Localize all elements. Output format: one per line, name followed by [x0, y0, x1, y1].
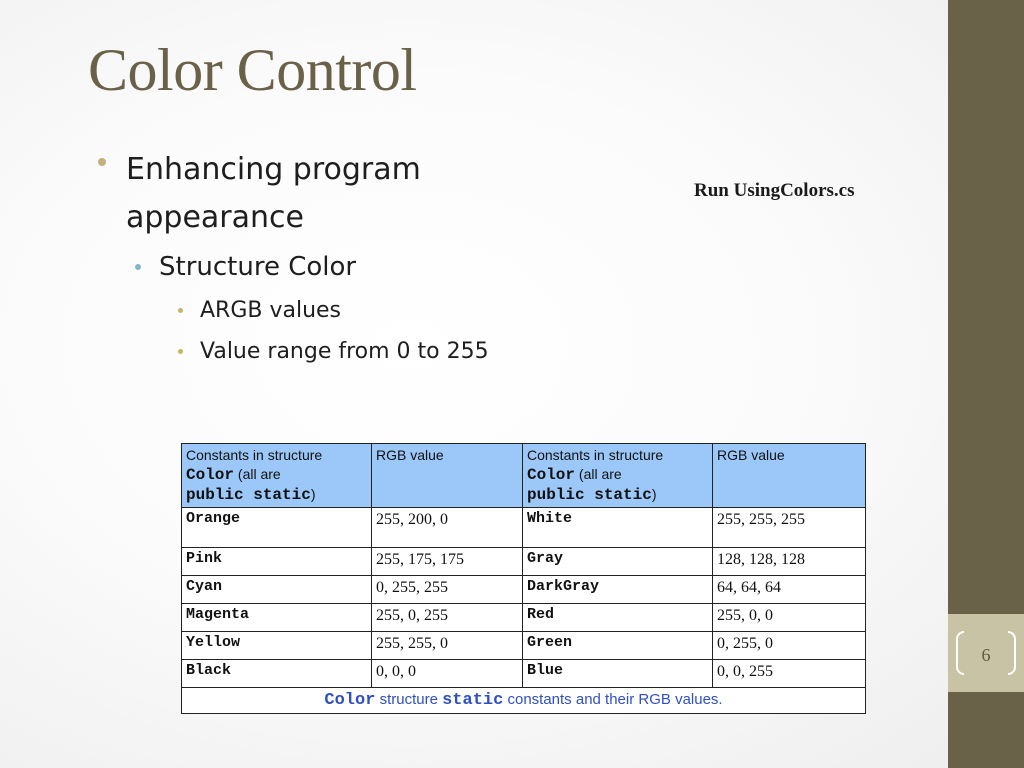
table-header-rgb: RGB value — [372, 444, 523, 508]
rgb-value: 0, 255, 0 — [713, 632, 866, 660]
bullet-level3-text: ARGB values — [200, 298, 342, 323]
table-header-row — [182, 444, 866, 508]
color-constant-name: DarkGray — [523, 576, 713, 604]
rgb-value: 0, 0, 0 — [372, 660, 523, 688]
table-caption: Color structure static constants and their RGB values. — [182, 688, 866, 714]
bullet-dot-icon — [178, 308, 183, 313]
bullet-dot-icon — [98, 158, 106, 166]
bullet-level2-text: Structure Color — [159, 252, 357, 282]
rgb-value: 255, 255, 255 — [713, 508, 866, 548]
color-constant-name: Gray — [523, 548, 713, 576]
color-constant-name: Red — [523, 604, 713, 632]
color-constant-name: Black — [182, 660, 372, 688]
color-constant-name: White — [523, 508, 713, 548]
slide-title: Color Control — [88, 37, 417, 103]
table-caption-row — [182, 688, 866, 714]
color-constant-name: Orange — [182, 508, 372, 548]
color-constants-table — [181, 443, 866, 714]
table-header-rgb: RGB value — [713, 444, 866, 508]
bullet-dot-icon — [178, 349, 183, 354]
page-bracket-left — [956, 631, 964, 675]
rgb-value: 255, 255, 0 — [372, 632, 523, 660]
rgb-value: 0, 255, 255 — [372, 576, 523, 604]
table-row — [182, 660, 866, 688]
rgb-value: 255, 200, 0 — [372, 508, 523, 548]
table-header-constants: Constants in structure Color (all are public static) — [523, 444, 713, 508]
color-constant-name: Cyan — [182, 576, 372, 604]
rgb-value: 64, 64, 64 — [713, 576, 866, 604]
bullet-level3-range — [200, 337, 489, 367]
bullet-level2 — [159, 249, 356, 285]
run-label: Run UsingColors.cs — [694, 180, 855, 201]
color-constant-name: Blue — [523, 660, 713, 688]
color-constant-name: Magenta — [182, 604, 372, 632]
color-constant-name: Pink — [182, 548, 372, 576]
color-constant-name: Yellow — [182, 632, 372, 660]
rgb-value: 255, 0, 255 — [372, 604, 523, 632]
page-bracket-right — [1008, 631, 1016, 675]
bullet-level1 — [126, 146, 506, 242]
rgb-value: 128, 128, 128 — [713, 548, 866, 576]
table-row — [182, 604, 866, 632]
bullet-level3-text: Value range from 0 to 255 — [200, 339, 489, 364]
table-row — [182, 508, 866, 548]
page-number: 6 — [981, 645, 991, 665]
bullet-level1-text: Enhancing program appearance — [126, 152, 421, 235]
table-row — [182, 576, 866, 604]
table-row — [182, 548, 866, 576]
bullet-level3-argb — [200, 296, 341, 326]
bullet-dot-icon — [135, 264, 141, 270]
color-constant-name: Green — [523, 632, 713, 660]
rgb-value: 0, 0, 255 — [713, 660, 866, 688]
table-header-constants: Constants in structure Color (all are public static) — [182, 444, 372, 508]
rgb-value: 255, 0, 0 — [713, 604, 866, 632]
table-row — [182, 632, 866, 660]
rgb-value: 255, 175, 175 — [372, 548, 523, 576]
